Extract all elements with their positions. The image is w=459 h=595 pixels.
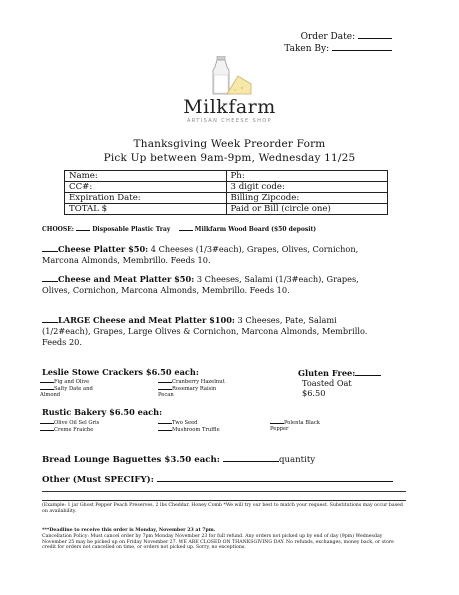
name-cell[interactable]: Name: bbox=[65, 171, 227, 182]
platter-cheese-qty[interactable] bbox=[42, 243, 58, 252]
gluten-item: Toasted Oat bbox=[302, 378, 352, 388]
choose-label: CHOOSE: bbox=[42, 226, 75, 233]
gluten-price: $6.50 bbox=[302, 388, 326, 398]
expiration-cell[interactable]: Expiration Date: bbox=[65, 193, 227, 204]
baguettes-label: Bread Lounge Baguettes $3.50 each: bbox=[42, 455, 220, 465]
baguettes-qty-blank[interactable] bbox=[223, 453, 279, 462]
rustic-item-olive[interactable]: Olive Oil Sel Gris bbox=[40, 419, 140, 426]
tray-checkbox[interactable] bbox=[76, 225, 90, 231]
rustic-item-twoseed[interactable]: Two Seed bbox=[158, 419, 238, 426]
leslie-item-rosemary[interactable]: Rosemary Raisin Pecan bbox=[158, 386, 217, 398]
phone-cell[interactable]: Ph: bbox=[226, 171, 388, 182]
other-label: Other (Must SPECIFY): bbox=[42, 475, 154, 485]
taken-by-blank bbox=[332, 42, 392, 51]
cc-cell[interactable]: CC#: bbox=[65, 182, 227, 193]
taken-by-line bbox=[250, 42, 392, 54]
other-blank[interactable] bbox=[157, 473, 393, 482]
rustic-title: Rustic Bakery $6.50 each: bbox=[42, 407, 163, 417]
platter-cheese-meat-desc: 3 Cheeses, Salami (1/3#each), Grapes, Olives, Cornichon, Marcona Almonds, Membrillo. Feeds 10. bbox=[42, 274, 359, 295]
other-line-2[interactable] bbox=[42, 491, 406, 492]
rustic-item-polenta[interactable]: Polenta Black Pepper bbox=[270, 420, 320, 432]
leslie-item-date[interactable]: Salty Date and Almond bbox=[40, 386, 93, 398]
form-subtitle: Pick Up between 9am-9pm, Wednesday 11/25 bbox=[103, 152, 356, 164]
other-line-3[interactable] bbox=[42, 500, 406, 501]
board-option: Milkfarm Wood Board ($50 deposit) bbox=[194, 226, 317, 233]
platter-large-name: LARGE Cheese and Meat Platter $100: bbox=[58, 315, 235, 325]
platter-large-desc: 3 Cheeses, Pate, Salami (1/2#each), Grapes, Large Olives & Cornichon, Marcona Almonds, Membrillo. Feeds 20. bbox=[42, 315, 368, 347]
platter-cheese-name: Cheese Platter $50: bbox=[58, 244, 149, 254]
platter-cheese-meat-name: Cheese and Meat Platter $50: bbox=[58, 274, 195, 284]
total-cell[interactable]: TOTAL $ bbox=[65, 204, 227, 215]
cancellation-policy: Cancellation Policy: Must cancel order by 7pm Monday November 23 for full refund. Any orders not picked up by end of day (9pm) Wednesday November 25 may be picked up on Friday November 27. WE ARE CLOSED ON THANKSGIVING DAY. No refunds, exchanges, money back, or store credit for orders not cancelled on time, or orders not picked up. Sorry, no exceptions. bbox=[42, 534, 394, 551]
leslie-title: Leslie Stowe Crackers $6.50 each: bbox=[42, 367, 199, 377]
leslie-item-cranberry[interactable]: Cranberry Hazelnut bbox=[158, 378, 238, 385]
order-date-blank bbox=[358, 30, 392, 39]
customer-info-table bbox=[64, 170, 388, 215]
rustic-item-mushroom[interactable]: Mushroom Truffle bbox=[158, 426, 258, 433]
baguettes-qty-label: quantity bbox=[278, 455, 316, 465]
platter-cheese bbox=[42, 243, 382, 266]
tray-option: Disposable Plastic Tray bbox=[92, 226, 171, 233]
platter-large-qty[interactable] bbox=[42, 314, 58, 323]
rustic-item-creme[interactable]: Creme Fraiche bbox=[40, 426, 140, 433]
leslie-item-fig[interactable]: Fig and Olive bbox=[40, 378, 120, 385]
example-note: (Example: 1 jar Ghost Pepper Peach Preserves, 2 lbs Cheddar, Honey Comb *We will try our best to match your request. Substitutions may occur based on availability. bbox=[42, 503, 403, 514]
deadline-note: ***Deadline to receive this order is Monday, November 23 at 7pm. bbox=[42, 528, 216, 533]
milk-bottle-logo-icon bbox=[207, 56, 257, 96]
logo-name: Milkfarm bbox=[183, 96, 276, 118]
paid-cell[interactable]: Paid or Bill (circle one) bbox=[226, 204, 388, 215]
other-line bbox=[42, 473, 393, 485]
digit-code-cell[interactable]: 3 digit code: bbox=[226, 182, 388, 193]
order-date-label: Order Date: bbox=[300, 32, 356, 42]
choose-line bbox=[42, 225, 316, 233]
platter-cheese-desc: 4 Cheeses (1/3#each), Grapes, Olives, Cornichon, Marcona Almonds, Membrillo. Feeds 10. bbox=[42, 244, 359, 265]
platter-large bbox=[42, 314, 387, 348]
form-title: Thanksgiving Week Preorder Form bbox=[133, 138, 326, 150]
board-checkbox[interactable] bbox=[179, 225, 193, 231]
taken-by-label: Taken By: bbox=[284, 44, 330, 54]
gluten-title: Gluten Free: bbox=[298, 367, 381, 378]
platter-cheese-meat bbox=[42, 273, 382, 296]
platter-cheese-meat-qty[interactable] bbox=[42, 273, 58, 282]
order-date-line bbox=[250, 30, 392, 42]
baguettes-line bbox=[42, 453, 315, 465]
billing-zip-cell[interactable]: Billing Zipcode: bbox=[226, 193, 388, 204]
logo-tagline: ARTISAN CHEESE SHOP bbox=[186, 118, 273, 124]
